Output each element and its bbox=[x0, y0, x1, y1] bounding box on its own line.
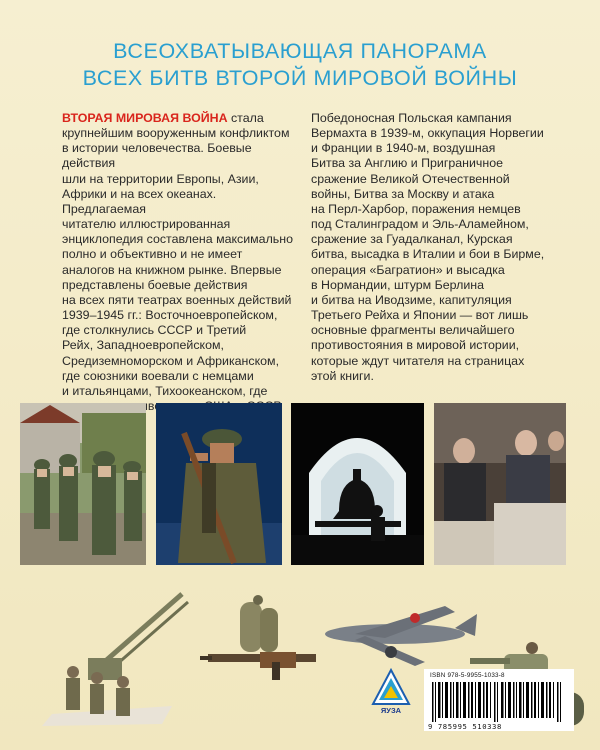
right-line: и Франции в 1940-м, воздушная bbox=[311, 141, 496, 156]
photo-bell-silhouette bbox=[291, 403, 424, 565]
right-line: сражение Великой Отечественной bbox=[311, 171, 510, 186]
title-line-2: ВСЕХ БИТВ ВТОРОЙ МИРОВОЙ ВОЙНЫ bbox=[82, 66, 518, 90]
left-line: читателю иллюстрированная bbox=[62, 217, 231, 232]
barcode-icon bbox=[430, 682, 568, 722]
publisher-name: ЯУЗА bbox=[380, 706, 402, 715]
right-line: этой книги. bbox=[311, 368, 374, 383]
right-text-column bbox=[311, 111, 551, 384]
left-line: где союзники воевали с немцами bbox=[62, 368, 254, 383]
left-line-0 bbox=[62, 111, 294, 126]
right-line: основные фрагменты величайшего bbox=[311, 323, 515, 338]
left-line: энциклопедия составлена максимально bbox=[62, 232, 293, 247]
left-line: представлены боевые действия bbox=[62, 277, 248, 292]
photo-conference-leaders bbox=[434, 403, 566, 565]
right-line: под Сталинградом и Эль-Аламейном, bbox=[311, 217, 529, 232]
right-line: которые ждут читателя на страницах bbox=[311, 353, 525, 368]
left-line-0-rest: стала bbox=[227, 111, 264, 125]
left-line: Рейх, Западноевропейском, bbox=[62, 338, 224, 353]
aircraft-illustration bbox=[315, 600, 480, 670]
left-line: полно и объективно и не имеет bbox=[62, 247, 243, 262]
left-line: на всех пяти театрах военных действий bbox=[62, 292, 292, 307]
left-line: Средиземноморском и Африканском, bbox=[62, 353, 280, 368]
right-line: в Нормандии, штурм Берлина bbox=[311, 277, 485, 292]
left-line: 1939–1945 гг.: Восточноевропейском, bbox=[62, 308, 278, 323]
left-line: крупнейшим вооруженным конфликтом bbox=[62, 126, 290, 141]
isbn-text: ISBN 978-5-9955-1033-8 bbox=[430, 672, 505, 679]
right-line: битва, высадка в Италии и бои в Бирме, bbox=[311, 247, 545, 262]
lead-phrase: ВТОРАЯ МИРОВАЯ ВОЙНА bbox=[62, 111, 228, 125]
left-line: аналогов на книжном рынке. Впервые bbox=[62, 262, 282, 277]
left-line: Африки и на всех океанах. Предлагаемая bbox=[62, 186, 217, 216]
flamethrower-illustration bbox=[200, 592, 325, 687]
barcode-box bbox=[424, 669, 574, 731]
right-line: Третьего Рейха и Японии — вот лишь bbox=[311, 308, 529, 323]
barcode-number: 9 785995 510338 bbox=[428, 722, 502, 731]
right-line: Победоносная Польская кампания bbox=[311, 111, 512, 125]
left-line: и итальянцами, Тихоокеанском, где bbox=[62, 383, 268, 398]
cover-title bbox=[0, 38, 600, 92]
right-line: на Перл-Харбор, поражения немцев bbox=[311, 201, 521, 216]
left-line: в истории человечества. Боевые действия bbox=[62, 141, 252, 171]
left-line: где столкнулись СССР и Третий bbox=[62, 323, 247, 338]
photo-marching-soldiers bbox=[20, 403, 146, 565]
right-line: противостояния в мировой истории, bbox=[311, 338, 520, 353]
left-line: шли на территории Европы, Азии, bbox=[62, 171, 259, 186]
right-line: войны, Битва за Москву и атака bbox=[311, 186, 495, 201]
left-text-column bbox=[62, 111, 294, 414]
right-line: Вермахта в 1939-м, оккупация Норвегии bbox=[311, 126, 544, 141]
right-line: Битва за Англию и Приграничное bbox=[311, 156, 503, 171]
title-line-1: ВСЕОХВАТЫВАЮЩАЯ ПАНОРАМА bbox=[113, 39, 487, 63]
photo-soldier-with-rifle bbox=[156, 403, 282, 565]
artillery-crew-illustration bbox=[32, 584, 192, 734]
right-line: сражение за Гуадалканал, Курская bbox=[311, 232, 513, 247]
right-line: операция «Багратион» и высадка bbox=[311, 262, 505, 277]
publisher-logo-icon bbox=[371, 668, 411, 708]
right-line: и битва на Иводзиме, капитуляция bbox=[311, 292, 512, 307]
publisher-logo bbox=[371, 668, 411, 724]
